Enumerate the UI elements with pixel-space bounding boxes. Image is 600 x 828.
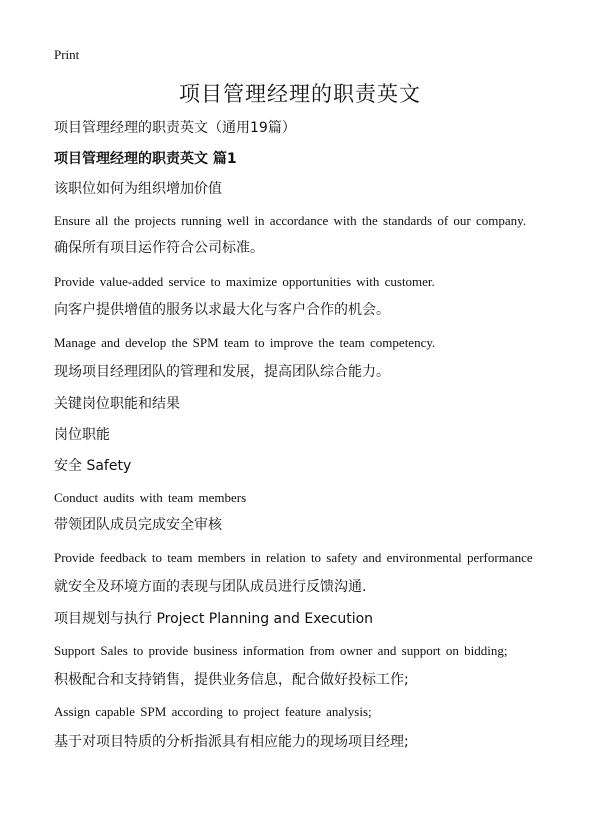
paragraph-line: 安全 Safety — [54, 458, 132, 474]
paragraph-line: Conduct audits with team members — [54, 490, 247, 505]
paragraph-line: 向客户提供增值的服务以求最大化与客户合作的机会。 — [54, 302, 390, 318]
paragraph-line: Support Sales to provide business information from owner and support on bidding; — [54, 643, 508, 658]
paragraph-line: 基于对项目特质的分析指派具有相应能力的现场项目经理; — [54, 734, 409, 750]
paragraph-line: 带领团队成员完成安全审核 — [54, 517, 222, 533]
paragraph-line: Ensure all the projects running well in accordance with the standards of our company. — [54, 213, 527, 228]
paragraph-line: Provide feedback to team members in relation to safety and environmental performance — [54, 550, 533, 565]
paragraph-line: Provide value-added service to maximize opportunities with customer. — [54, 274, 435, 289]
print-link[interactable]: Print — [54, 47, 80, 62]
paragraph-line: Manage and develop the SPM team to improve the team competency. — [54, 335, 436, 350]
document-title: 项目管理经理的职责英文 — [179, 82, 421, 106]
paragraph-line: 关键岗位职能和结果 — [54, 396, 180, 412]
document-subtitle: 项目管理经理的职责英文（通用19篇） — [54, 120, 296, 136]
paragraph-line: 就安全及环境方面的表现与团队成员进行反馈沟通. — [54, 579, 367, 595]
paragraph-line: Assign capable SPM according to project feature analysis; — [54, 704, 372, 719]
paragraph-line: 项目规划与执行 Project Planning and Execution — [54, 611, 374, 627]
paragraph-line: 积极配合和支持销售，提供业务信息，配合做好投标工作; — [54, 672, 409, 688]
paragraph-line: 现场项目经理团队的管理和发展，提高团队综合能力。 — [54, 364, 390, 380]
paragraph-line: 该职位如何为组织增加价值 — [54, 181, 222, 197]
section-heading: 项目管理经理的职责英文 篇1 — [54, 151, 237, 167]
paragraph-line: 岗位职能 — [54, 427, 110, 443]
paragraph-line: 确保所有项目运作符合公司标准。 — [54, 240, 264, 256]
